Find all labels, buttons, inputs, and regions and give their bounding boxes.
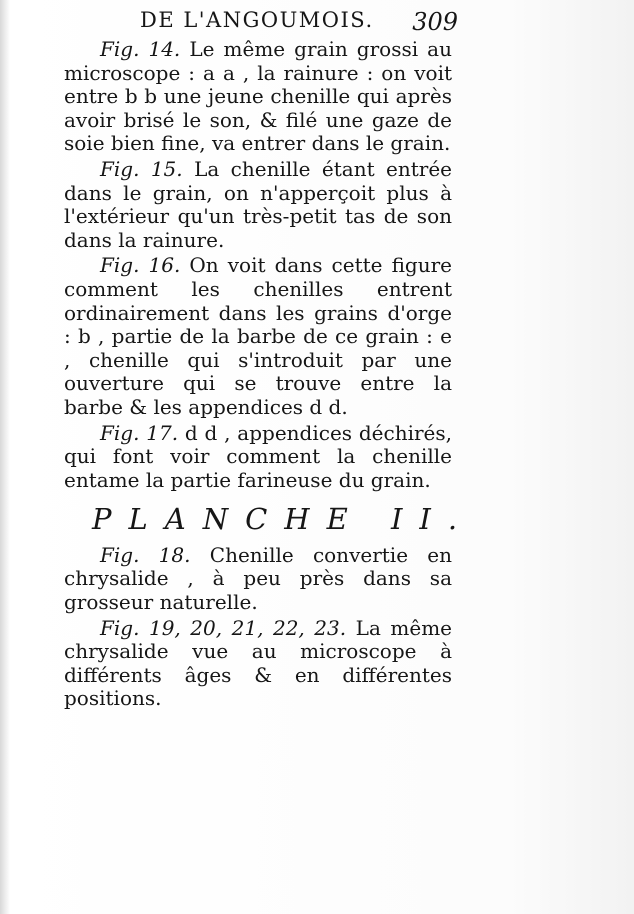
paragraph-fig-17 bbox=[64, 422, 452, 493]
running-head bbox=[140, 8, 458, 38]
figure-label: Fig. 16. bbox=[100, 253, 181, 278]
paragraph-text: On voit dans cette figure comment les chenilles entrent ordinairement dans les grains d'orge : b , partie de la barbe de ce grain : e , chenille qui s'introduit par une ouverture qui se trouve entre la barbe & les appendices d d. bbox=[64, 253, 452, 419]
figure-label: Fig. 14. bbox=[100, 37, 181, 61]
figure-label: Fig. 17. bbox=[100, 420, 179, 445]
paragraph-text: La chenille étant entrée dans le grain, on n'apperçoit plus à l'extérieur qu'un très-petit tas de son dans la rainure. bbox=[64, 156, 452, 252]
section-heading: PLANCHE II. bbox=[92, 502, 475, 537]
figure-label: Fig. 19, 20, 21, 22, 23. bbox=[100, 615, 347, 640]
paragraph-fig-16 bbox=[64, 254, 452, 419]
paragraph-fig-18 bbox=[64, 544, 452, 615]
paragraph-text: Chenille convertie en chrysalide , à peu près dans sa grosseur naturelle. bbox=[64, 542, 452, 615]
paragraph-text: La même chrysalide vue au microscope à différents âges & en différentes positions. bbox=[64, 615, 452, 711]
page-gutter-shadow bbox=[0, 0, 10, 914]
page-number: 309 bbox=[412, 8, 458, 36]
figure-label: Fig. 18. bbox=[100, 542, 191, 567]
paragraph-text: d d , appendices déchirés, qui font voir comment la chenille entame la partie farineuse du grain. bbox=[64, 420, 452, 492]
paragraph-fig-19-23 bbox=[64, 617, 452, 711]
body-text bbox=[64, 37, 475, 713]
paragraph-text: Le même grain grossi au microscope : a a , la rainure : on voit entre b b une jeune chenille qui après avoir brisé le son, & filé une gaze de soie bien fine, va entrer dans le grain. bbox=[64, 37, 452, 156]
figure-label: Fig. 15. bbox=[100, 156, 183, 181]
paragraph-fig-14 bbox=[64, 38, 452, 156]
paragraph-fig-15 bbox=[64, 158, 452, 252]
running-title: DE L'ANGOUMOIS. bbox=[140, 8, 374, 32]
